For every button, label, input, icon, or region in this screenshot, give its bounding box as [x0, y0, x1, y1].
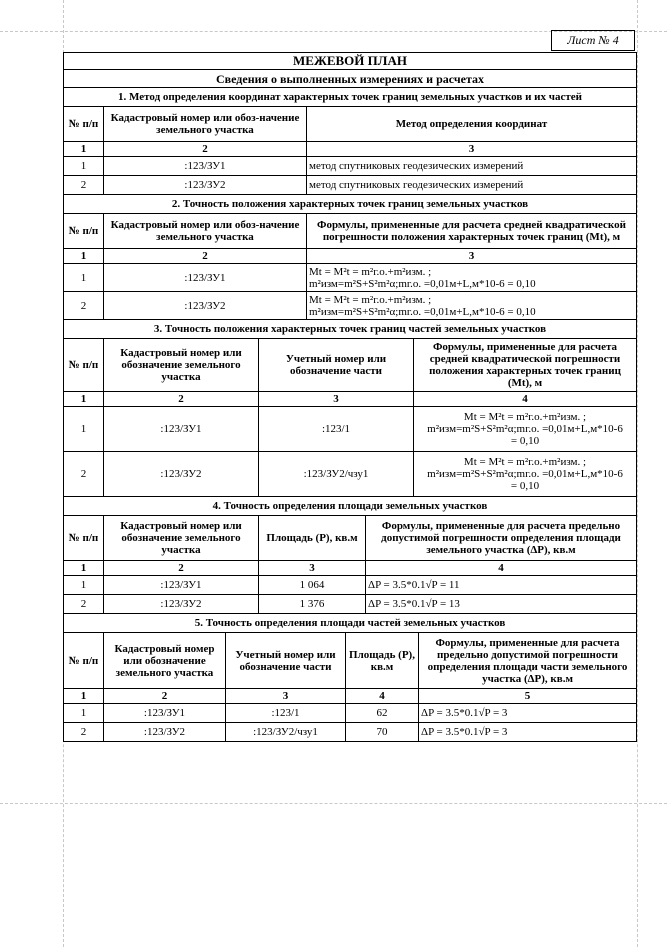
column-header: Кадастровый номер или обозначение земельного участка: [104, 339, 259, 392]
column-header: Площадь (P), кв.м: [259, 516, 366, 561]
section-title: 1. Метод определения координат характерных точек границ земельных участков и их частей: [64, 88, 637, 107]
table-row: 1 :123/ЗУ1 :123/1 Mt = M²t = m²г.о.+m²изм. ; m²изм=m²S+S²m²α;mг.о. =0,01м+L,м*10-6 = 0,10: [64, 407, 637, 452]
column-number: 5: [419, 689, 637, 704]
section-title: 2. Точность положения характерных точек границ земельных участков: [64, 195, 637, 214]
table-row: 1 :123/ЗУ1 1 064 ΔP = 3.5*0.1√P = 11: [64, 576, 637, 595]
column-number: 2: [104, 392, 259, 407]
section-2-table: [63, 194, 637, 320]
formula-cell: Mt = M²t = m²г.о.+m²изм. ; m²изм=m²S+S²m²α;mг.о. =0,01м+L,м*10-6 = 0,10: [414, 452, 637, 497]
column-header: Учетный номер или обозначение части: [226, 633, 346, 689]
page-guide-bottom: [0, 803, 667, 804]
column-header: Метод определения координат: [307, 107, 637, 142]
section-4-table: [63, 496, 637, 614]
sheet-number: Лист № 4: [551, 30, 635, 51]
survey-plan-document: [63, 52, 637, 742]
section-5-table: [63, 613, 637, 742]
column-number: 4: [366, 561, 637, 576]
column-number: 2: [104, 561, 259, 576]
column-header: № п/п: [64, 214, 104, 249]
column-header: Кадастровый номер или обоз-начение земельного участка: [104, 214, 307, 249]
column-number: 4: [346, 689, 419, 704]
table-row: 2 :123/ЗУ2 1 376 ΔP = 3.5*0.1√P = 13: [64, 595, 637, 614]
column-header: № п/п: [64, 633, 104, 689]
column-number: 3: [307, 249, 637, 264]
column-number: 4: [414, 392, 637, 407]
section-title: 4. Точность определения площади земельных участков: [64, 497, 637, 516]
column-header: № п/п: [64, 516, 104, 561]
column-number: 3: [226, 689, 346, 704]
column-number: 1: [64, 689, 104, 704]
column-header: Учетный номер или обозначение части: [259, 339, 414, 392]
section-title: 5. Точность определения площади частей земельных участков: [64, 614, 637, 633]
column-number: 1: [64, 561, 104, 576]
page-guide-right: [637, 0, 638, 947]
table-row: 1 :123/ЗУ1 Mt = M²t = m²г.о.+m²изм. ; m²изм=m²S+S²m²α;mг.о. =0,01м+L,м*10-6 = 0,10: [64, 264, 637, 292]
table-row: 2 :123/ЗУ2 Mt = M²t = m²г.о.+m²изм. ; m²изм=m²S+S²m²α;mг.о. =0,01м+L,м*10-6 = 0,10: [64, 292, 637, 320]
column-header: Формулы, примененные для расчета предельно допустимой погрешности определения площади части земельного участка (ΔP), кв.м: [419, 633, 637, 689]
column-header: Площадь (P), кв.м: [346, 633, 419, 689]
document-title: МЕЖЕВОЙ ПЛАН: [64, 53, 637, 70]
column-header: Формулы, примененные для расчета средней квадратической погрешности положения характерных точек границ (Mt), м: [414, 339, 637, 392]
document-subtitle: Сведения о выполненных измерениях и расчетах: [64, 70, 637, 88]
column-header: Формулы, примененные для расчета средней квадратической погрешности положения характерных точек границ (Mt), м: [307, 214, 637, 249]
column-header: Формулы, примененные для расчета предельно допустимой погрешности определения площади земельного участка (ΔP), кв.м: [366, 516, 637, 561]
section-title: 3. Точность положения характерных точек границ частей земельных участков: [64, 320, 637, 339]
column-header: № п/п: [64, 107, 104, 142]
table-row: 1 :123/ЗУ1 :123/1 62 ΔP = 3.5*0.1√P = 3: [64, 704, 637, 723]
column-header: Кадастровый номер или обозначение земельного участка: [104, 633, 226, 689]
column-header: Кадастровый номер или обоз-начение земельного участка: [104, 107, 307, 142]
formula-cell: Mt = M²t = m²г.о.+m²изм. ; m²изм=m²S+S²m²α;mг.о. =0,01м+L,м*10-6 = 0,10: [307, 264, 637, 292]
column-header: № п/п: [64, 339, 104, 392]
formula-cell: Mt = M²t = m²г.о.+m²изм. ; m²изм=m²S+S²m²α;mг.о. =0,01м+L,м*10-6 = 0,10: [307, 292, 637, 320]
column-number: 2: [104, 689, 226, 704]
formula-cell: Mt = M²t = m²г.о.+m²изм. ; m²изм=m²S+S²m²α;mг.о. =0,01м+L,м*10-6 = 0,10: [414, 407, 637, 452]
column-number: 3: [307, 142, 637, 157]
section-3-table: [63, 319, 637, 497]
table-row: 2 :123/ЗУ2 :123/ЗУ2/чзу1 70 ΔP = 3.5*0.1√P = 3: [64, 723, 637, 742]
column-number: 2: [104, 249, 307, 264]
column-number: 3: [259, 561, 366, 576]
table-row: 2 :123/ЗУ2 :123/ЗУ2/чзу1 Mt = M²t = m²г.о.+m²изм. ; m²изм=m²S+S²m²α;mг.о. =0,01м+L,м*10-6 = 0,10: [64, 452, 637, 497]
column-number: 3: [259, 392, 414, 407]
column-number: 2: [104, 142, 307, 157]
table-row: 1 :123/ЗУ1 метод спутниковых геодезических измерений: [64, 157, 637, 176]
section-1-table: [63, 52, 637, 195]
column-number: 1: [64, 392, 104, 407]
table-row: 2 :123/ЗУ2 метод спутниковых геодезических измерений: [64, 176, 637, 195]
column-header: Кадастровый номер или обозначение земельного участка: [104, 516, 259, 561]
column-number: 1: [64, 142, 104, 157]
column-number: 1: [64, 249, 104, 264]
